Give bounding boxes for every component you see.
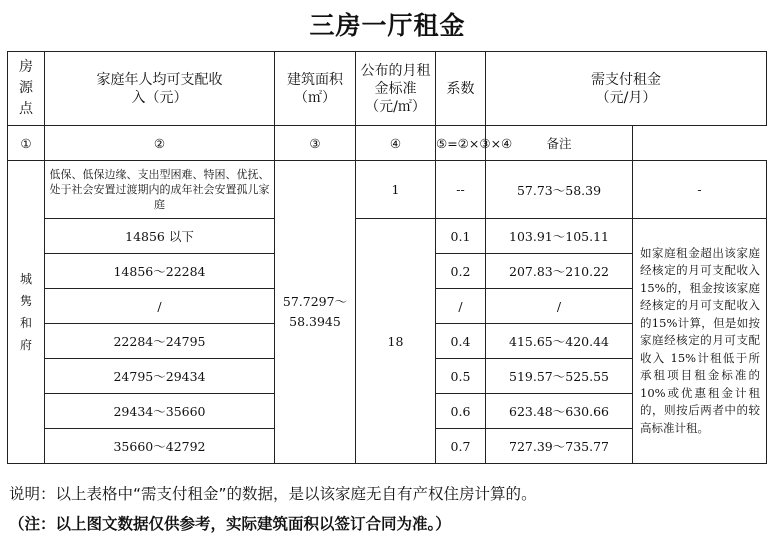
header-standard: 公布的月租金标准（元/㎡） <box>356 52 436 126</box>
coef-cell: 0.7 <box>436 429 486 464</box>
col-index-3: ③ <box>275 126 356 161</box>
rent-cell: 103.91～105.11 <box>486 219 633 254</box>
col-index-1: ① <box>8 126 45 161</box>
coef-cell: 0.2 <box>436 254 486 289</box>
income-cell: / <box>45 289 275 324</box>
area-cell: 57.7297～58.3945 <box>275 161 356 464</box>
income-cell: 低保、低保边缘、支出型困难、特困、优抚、处于社会安置过渡期内的成年社会安置孤儿家庭 <box>45 161 275 219</box>
coef-cell: / <box>436 289 486 324</box>
remark-cell: - <box>633 161 767 219</box>
standard-cell: 18 <box>356 219 436 464</box>
disclaimer-text: （注：以上图文数据仅供参考，实际建筑面积以签订合同为准。） <box>9 515 451 533</box>
coef-cell: 0.4 <box>436 324 486 359</box>
col-remark: 备注 <box>486 126 633 161</box>
rent-cell: 207.83～210.22 <box>486 254 633 289</box>
header-income: 家庭年人均可支配收入（元） <box>45 52 275 126</box>
income-cell: 29434～35660 <box>45 394 275 429</box>
coef-cell: 0.6 <box>436 394 486 429</box>
coef-cell: -- <box>436 161 486 219</box>
col-index-2: ② <box>45 126 275 161</box>
header-location: 房源点 <box>8 52 45 126</box>
rent-cell: 623.48～630.66 <box>486 394 633 429</box>
rent-cell: 57.73～58.39 <box>486 161 633 219</box>
income-cell: 22284～24795 <box>45 324 275 359</box>
header-payable: 需支付租金（元/月） <box>486 52 767 126</box>
coef-cell: 0.1 <box>436 219 486 254</box>
coef-cell: 0.5 <box>436 359 486 394</box>
standard-cell: 1 <box>356 161 436 219</box>
col-index-4: ④ <box>356 126 436 161</box>
rent-cell: 727.39～735.77 <box>486 429 633 464</box>
income-cell: 14856～22284 <box>45 254 275 289</box>
income-cell: 14856 以下 <box>45 219 275 254</box>
income-cell: 35660～42792 <box>45 429 275 464</box>
rent-cell: / <box>486 289 633 324</box>
rent-cell: 519.57～525.55 <box>486 359 633 394</box>
income-cell: 24795～29434 <box>45 359 275 394</box>
rent-table <box>7 51 767 161</box>
remark-note: 如家庭租金超出该家庭经核定的月可支配收入 15%的，租金按该家庭经核定的月可支配收入的15%计算，但是如按家庭经核定的月可支配收入 15%计租低于所承租项目租金标准的 10%或优惠租金计租的，则按后两者中的较高标准计租。 <box>633 219 767 464</box>
rent-cell: 415.65～420.44 <box>486 324 633 359</box>
header-area: 建筑面积（㎡） <box>275 52 356 126</box>
rent-table-body <box>7 160 767 464</box>
header-coef: 系数 <box>436 52 486 126</box>
page-title: 三房一厅租金 <box>309 11 466 40</box>
explanation-text: 说明：以上表格中“需支付租金”的数据，是以该家庭无自有产权住房计算的。 <box>9 485 537 503</box>
col-index-5: ⑤=②×③×④ <box>436 126 486 161</box>
location-cell: 城隽和府 <box>8 161 45 464</box>
table-row <box>8 219 767 254</box>
table-row <box>8 161 767 219</box>
